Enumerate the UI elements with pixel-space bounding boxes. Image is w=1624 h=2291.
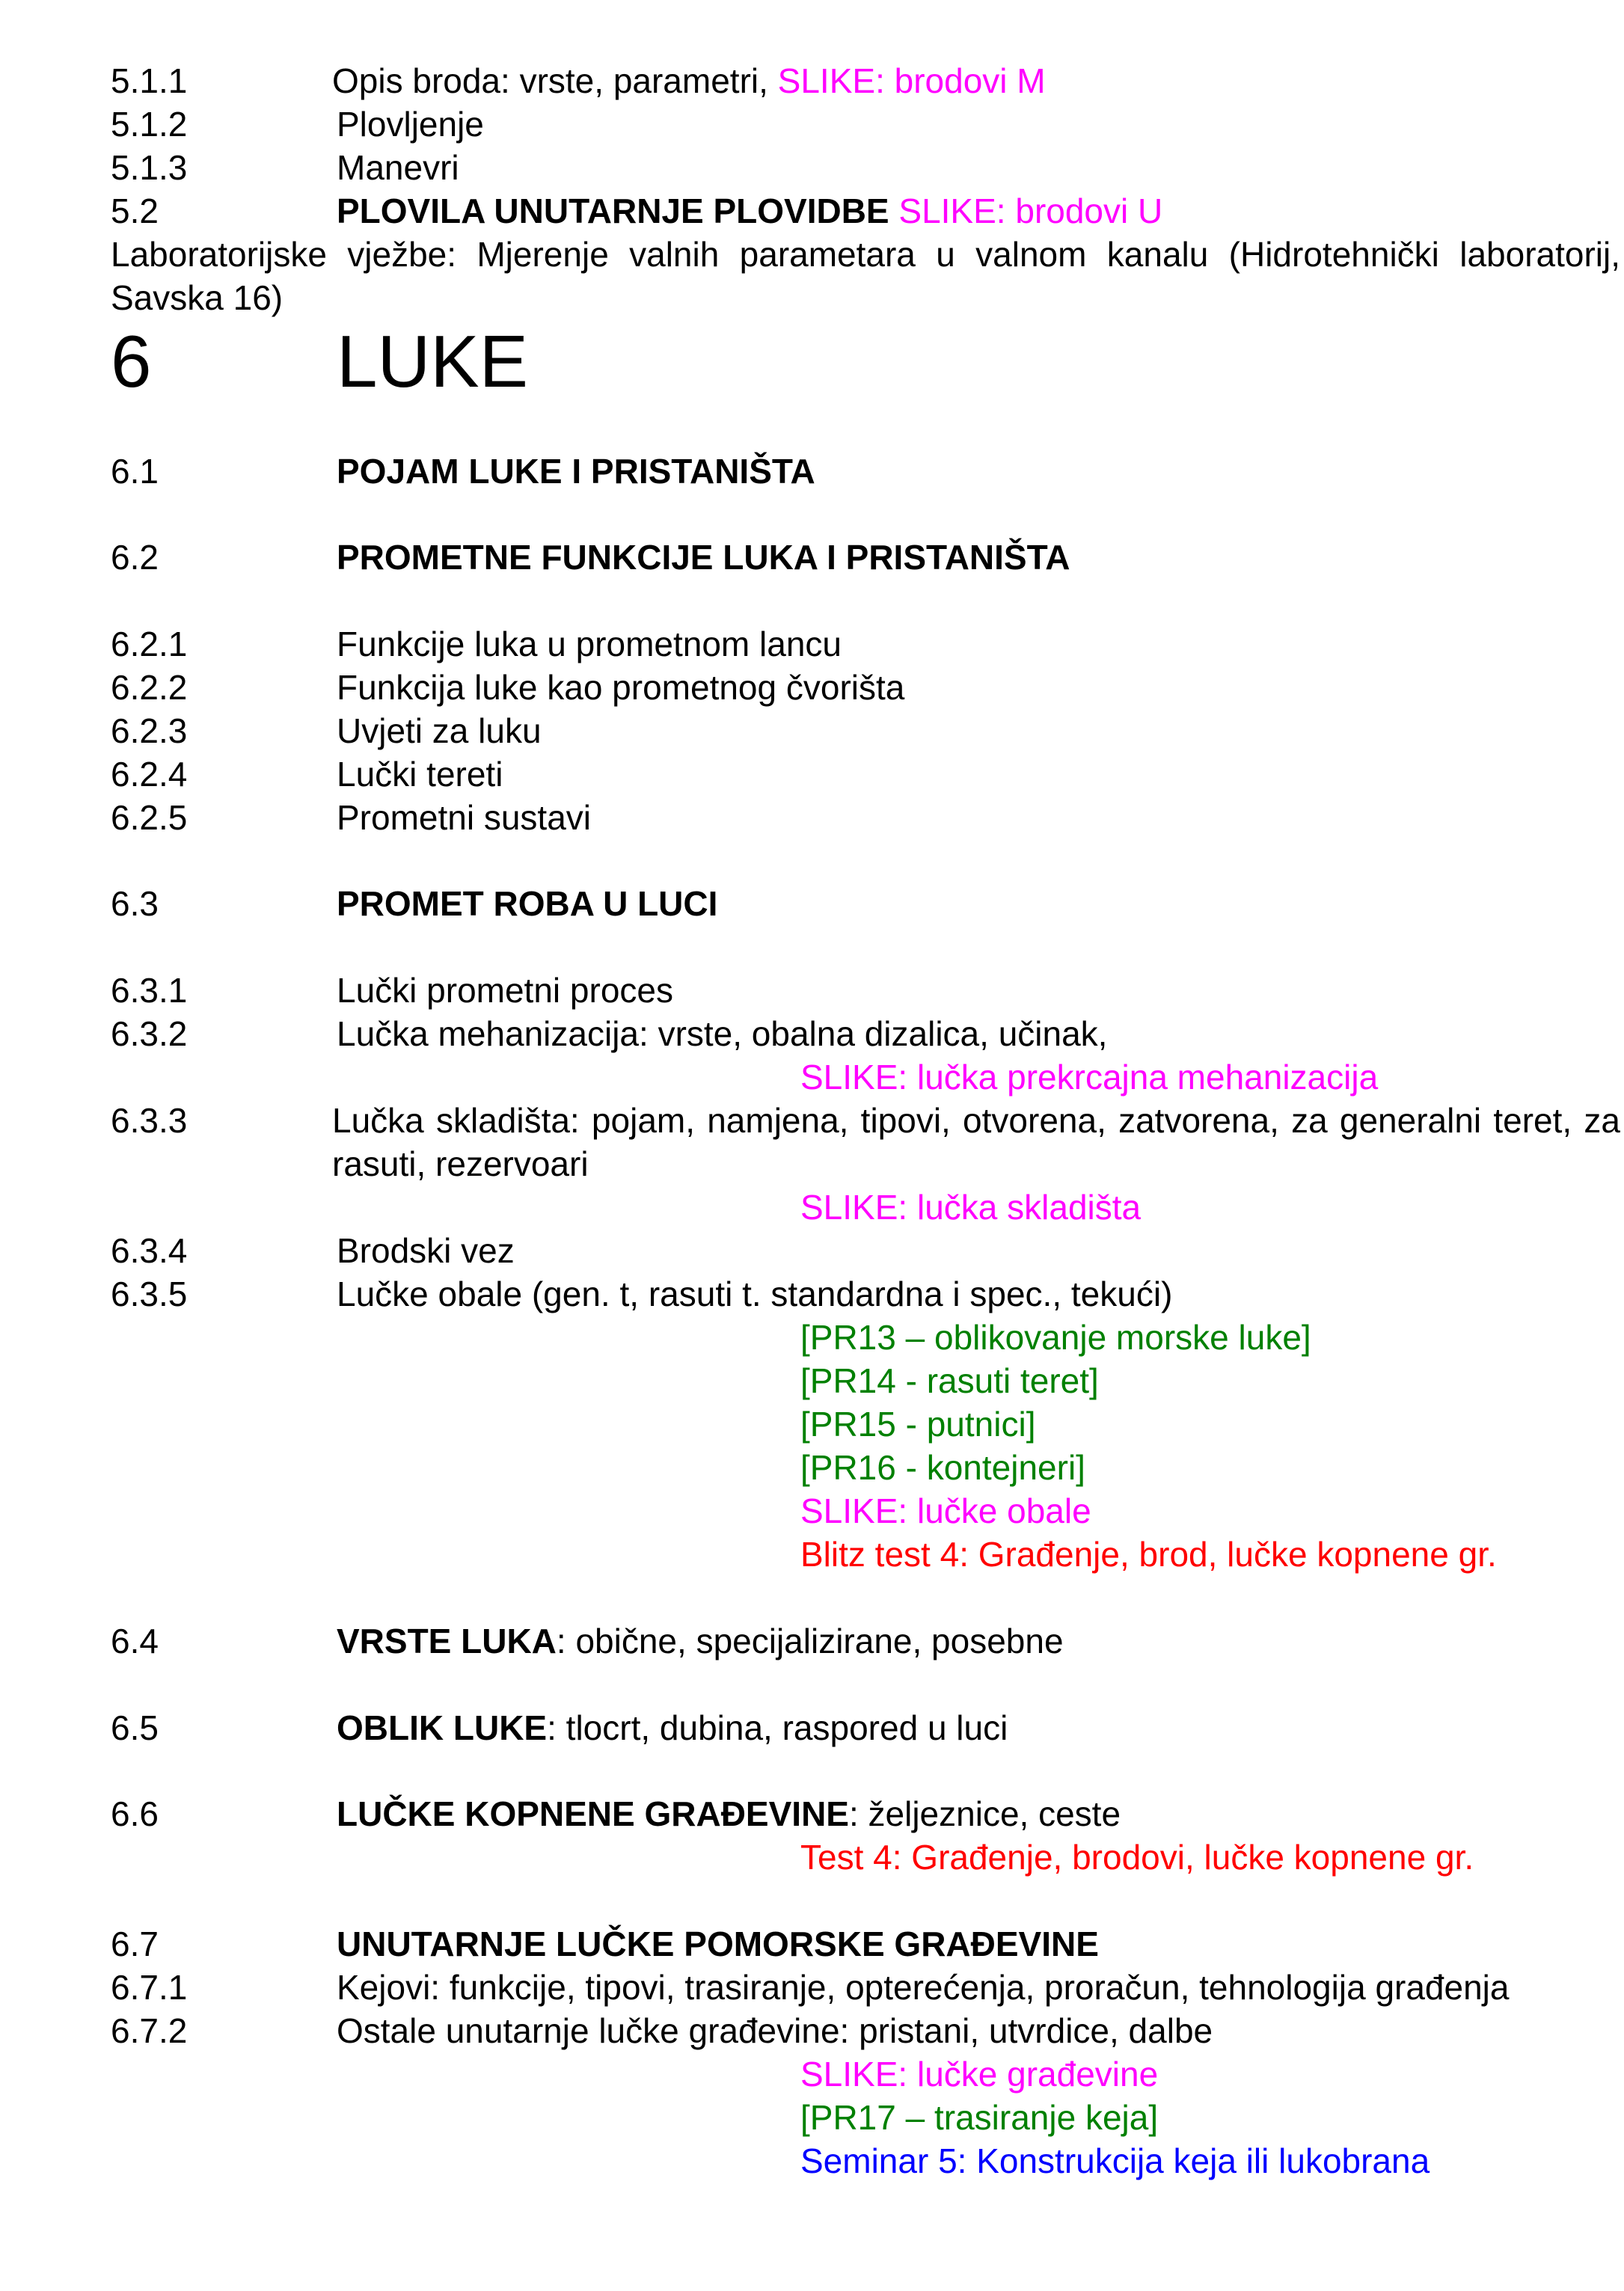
section-text: Lučke obale (gen. t, rasuti t. standardna i spec., tekući)	[337, 1275, 1173, 1313]
slike-tag: SLIKE: brodovi M	[777, 61, 1046, 100]
section-text: Lučka skladišta: pojam, namjena, tipovi, otvorena, zatvorena, za generalni teret, za rasuti, rezervoari	[332, 1101, 1620, 1183]
slike-note: SLIKE: lučke građevine	[800, 2055, 1159, 2094]
pr-note: [PR14 - rasuti teret]	[800, 1361, 1099, 1400]
section-number: 6.3.4	[111, 1231, 188, 1270]
section-number: 5.1.2	[111, 105, 188, 144]
section-number: 6.5	[111, 1708, 159, 1747]
section-text: Brodski vez	[337, 1231, 515, 1270]
section-number: 6.3	[111, 884, 159, 923]
section-number: 6.3.3	[111, 1101, 188, 1140]
slike-note: SLIKE: lučke obale	[800, 1491, 1091, 1530]
section-number: 6.2.2	[111, 668, 188, 707]
pr-note: [PR17 – trasiranje keja]	[800, 2098, 1159, 2137]
section-text: Funkcije luka u prometnom lancu	[337, 625, 842, 663]
section-text: Kejovi: funkcije, tipovi, trasiranje, opterećenja, proračun, tehnologija građenja	[337, 1968, 1510, 2007]
section-heading: PROMET ROBA U LUCI	[337, 884, 718, 923]
seminar-note: Seminar 5: Konstrukcija keja ili lukobrana	[800, 2141, 1430, 2180]
section-number: 6.1	[111, 452, 159, 491]
section-number: 6.6	[111, 1794, 159, 1833]
section-text: Lučki tereti	[337, 755, 503, 794]
section-number: 6.2.4	[111, 755, 188, 794]
section-number: 6.3.2	[111, 1014, 188, 1053]
section-text: Funkcija luke kao prometnog čvorišta	[337, 668, 905, 707]
section-number: 5.1.1	[111, 61, 188, 100]
section-number: 6.3.1	[111, 971, 188, 1010]
section-number: 6.2.1	[111, 625, 188, 663]
section-number: 5.2	[111, 191, 159, 230]
section-number: 5.1.3	[111, 148, 188, 187]
chapter-title: LUKE	[337, 320, 529, 402]
chapter-number: 6	[111, 320, 152, 402]
section-text: Manevri	[337, 148, 459, 187]
slike-note: SLIKE: lučka prekrcajna mehanizacija	[800, 1058, 1379, 1097]
section-heading: OBLIK LUKE: tlocrt, dubina, raspored u luci	[337, 1708, 1008, 1747]
section-number: 6.2.5	[111, 798, 188, 837]
section-number: 6.2	[111, 538, 159, 577]
lab-paragraph: Laboratorijske vježbe: Mjerenje valnih parametara u valnom kanalu (Hidrotehnički laboratorij, Savska 16)	[111, 235, 1620, 317]
section-heading: PLOVILA UNUTARNJE PLOVIDBE SLIKE: brodovi U	[337, 191, 1163, 230]
section-text: Prometni sustavi	[337, 798, 592, 837]
section-number: 6.2.3	[111, 711, 188, 750]
section-number: 6.3.5	[111, 1275, 188, 1313]
pr-note: [PR13 – oblikovanje morske luke]	[800, 1318, 1311, 1357]
section-heading: UNUTARNJE LUČKE POMORSKE GRAĐEVINE	[337, 1924, 1099, 1963]
test-note: Blitz test 4: Građenje, brod, lučke kopnene gr.	[800, 1535, 1497, 1574]
section-heading: VRSTE LUKA: obične, specijalizirane, posebne	[337, 1622, 1064, 1660]
section-heading: PROMETNE FUNKCIJE LUKA I PRISTANIŠTA	[337, 538, 1070, 577]
section-number: 6.4	[111, 1622, 159, 1660]
section-text: Plovljenje	[337, 105, 484, 144]
section-text: Lučki prometni proces	[337, 971, 673, 1010]
slike-note: SLIKE: lučka skladišta	[800, 1188, 1142, 1227]
section-text: Opis broda: vrste, parametri, SLIKE: brodovi M	[332, 61, 1046, 100]
section-text: Ostale unutarnje lučke građevine: pristani, utvrdice, dalbe	[337, 2011, 1213, 2050]
section-heading: POJAM LUKE I PRISTANIŠTA	[337, 452, 815, 491]
test-note: Test 4: Građenje, brodovi, lučke kopnene gr.	[800, 1838, 1474, 1877]
section-number: 6.7.2	[111, 2011, 188, 2050]
section-number: 6.7	[111, 1924, 159, 1963]
section-heading: LUČKE KOPNENE GRAĐEVINE: željeznice, ceste	[337, 1794, 1121, 1833]
pr-note: [PR15 - putnici]	[800, 1405, 1036, 1444]
section-number: 6.7.1	[111, 1968, 188, 2007]
section-text: Lučka mehanizacija: vrste, obalna dizalica, učinak,	[337, 1014, 1108, 1053]
slike-tag: SLIKE: brodovi U	[889, 191, 1163, 230]
section-text: Uvjeti za luku	[337, 711, 542, 750]
pr-note: [PR16 - kontejneri]	[800, 1448, 1085, 1487]
